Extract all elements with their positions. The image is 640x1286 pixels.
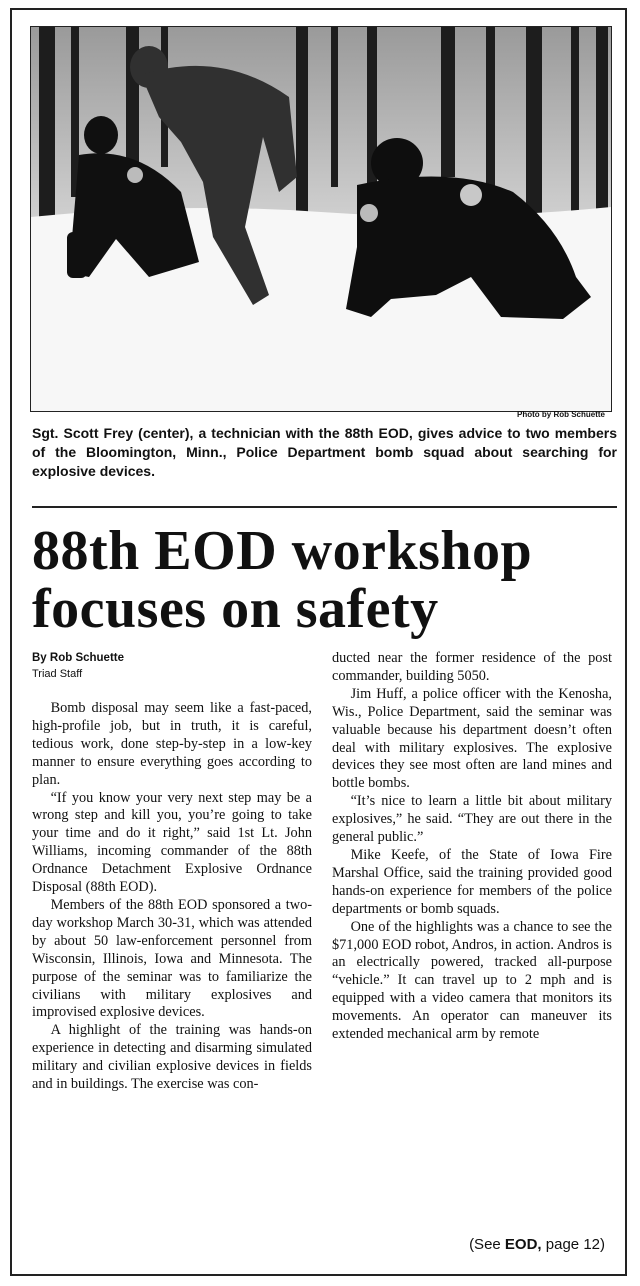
jump-label: EOD,: [504, 1236, 542, 1253]
newspaper-page: [10, 8, 627, 1276]
jump-page: page 12): [541, 1236, 605, 1253]
article-paragraph: Mike Keefe, of the State of Iowa Fire Marshal Office, said the training provided good hands-on experience for members of the police departments or bomb squads.: [332, 846, 612, 917]
divider-rule: [32, 506, 617, 508]
article-paragraph: “If you know your very next step may be a wrong step and kill you, you’re going to take your time and do it right,” said 1st Lt. John Williams, incoming commander of the 88th Ordnance Detachment Explosive Ordnance Disposal (88th EOD).: [32, 789, 312, 896]
news-photo: [30, 26, 612, 412]
article-column-right: [332, 650, 612, 1044]
article-paragraph: Jim Huff, a police officer with the Kenosha, Wis., Police Department, said the seminar was valuable because his department doesn’t often deal with military explosives. The explosive devices they see most often are land mines and bottle bombs.: [332, 685, 612, 792]
byline-affiliation: Triad Staff: [32, 668, 83, 680]
continuation-jump: [469, 1236, 605, 1253]
photo-illustration: [31, 27, 611, 411]
byline: By Rob Schuette: [32, 652, 125, 664]
article-paragraph: “It’s nice to learn a little bit about military explosives,” he said. “They are out there in the general public.”: [332, 793, 612, 846]
photo-credit: Photo by Rob Schuette: [517, 410, 605, 419]
article-paragraph: Members of the 88th EOD sponsored a two-day workshop March 30-31, which was attended by about 50 law-enforcement personnel from Wisconsin, Illinois, Iowa and Minnesota. The purpose of the seminar was to familiarize the civilians with military explosives and improvised explosive devices.: [32, 896, 312, 1021]
article-column-left: [32, 650, 312, 1094]
article-paragraph: One of the highlights was a chance to see the $71,000 EOD robot, Andros, in action. Andros is an electrically powered, tracked all-purpose “vehicle.” It can travel up to 2 mph and is equipped with a video camera that monitors its movements. An operator can maneuver its extended mechanical arm by remote: [332, 918, 612, 1043]
article-paragraph: A highlight of the training was hands-on experience in detecting and disarming simulated military and civilian explosive devices in fields and in buildings. The exercise was con-: [32, 1022, 312, 1093]
article-headline: 88th EOD workshop focuses on safety: [32, 520, 533, 640]
article-paragraph-continued: ducted near the former residence of the post commander, building 5050.: [332, 650, 612, 684]
photo-caption: Sgt. Scott Frey (center), a technician with the 88th EOD, gives advice to two members of the Bloomington, Minn., Police Department bomb squad about searching for explosive devices.: [32, 425, 617, 479]
jump-open: (See: [469, 1236, 505, 1253]
article-paragraph: Bomb disposal may seem like a fast-paced, high-profile job, but in truth, it is careful, tedious work, done step-by-step in a low-key manner to ensure everything goes according to plan.: [32, 700, 312, 788]
